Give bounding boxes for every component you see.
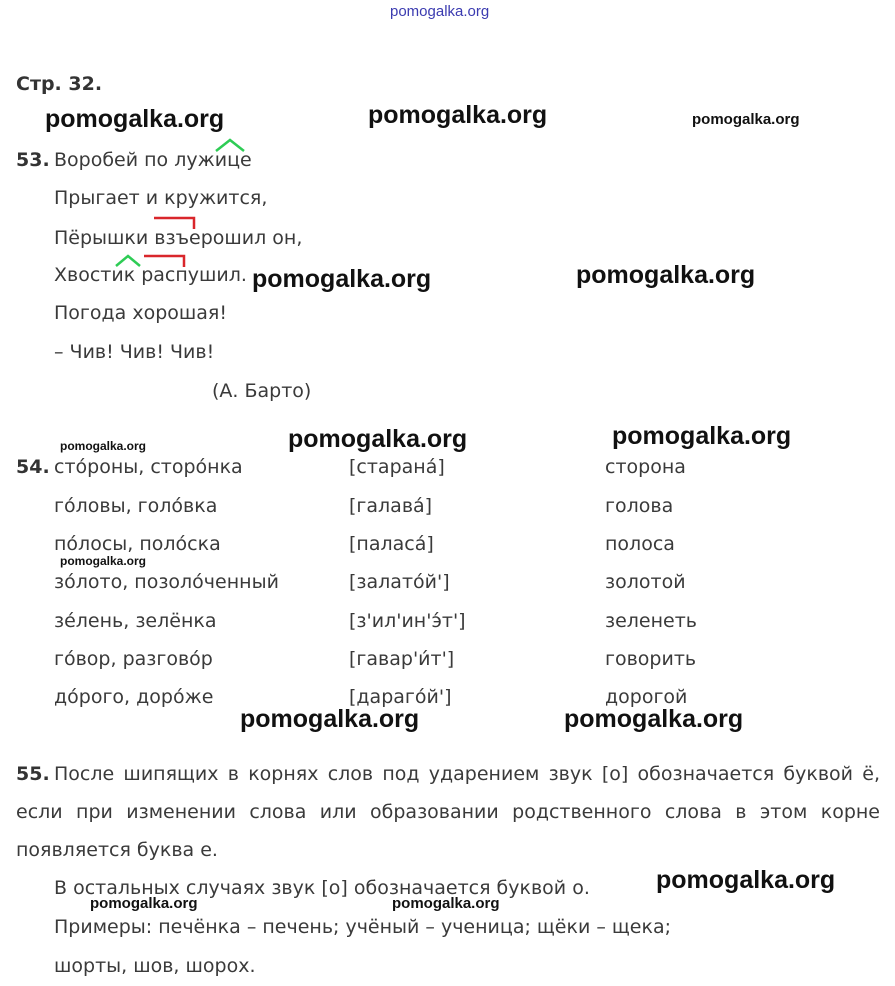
watermark: pomogalka.org	[252, 265, 432, 293]
watermark: pomogalka.org	[240, 705, 420, 733]
watermark: pomogalka.org	[288, 425, 468, 453]
transcription: [старана́]	[349, 456, 445, 478]
top-watermark: pomogalka.org	[390, 3, 490, 20]
check-word: сторона	[605, 456, 686, 478]
watermark: pomogalka.org	[60, 554, 147, 568]
transcription: [з'ил'ин'э́т']	[349, 610, 466, 632]
watermark: pomogalka.org	[60, 439, 147, 453]
watermark: pomogalka.org	[656, 866, 836, 894]
word-pair: го́вор, разгово́р	[54, 648, 213, 670]
poem-line-4: Хвостик распушил.	[54, 264, 247, 286]
transcription: [залато́й']	[349, 571, 450, 593]
poem-line-6: – Чив! Чив! Чив!	[54, 341, 215, 363]
poem-line-5: Погода хорошая!	[54, 302, 227, 324]
transcription: [дараго́й']	[349, 686, 452, 708]
exercise-55-number: 55.	[16, 763, 50, 785]
check-word: золотой	[605, 571, 686, 593]
transcription: [галава́]	[349, 495, 433, 517]
check-word: полоса	[605, 533, 675, 555]
watermark: pomogalka.org	[692, 111, 800, 128]
root-arc-mark-2	[114, 253, 144, 269]
poem-line-2: Прыгает и кружится,	[54, 187, 268, 209]
poem-line-1: Воробей по лужице	[54, 149, 252, 171]
rule-line-1: После шипящих в корнях слов под ударением звук [о] обозначается буквой ё,	[54, 763, 880, 785]
watermark: pomogalka.org	[576, 261, 756, 289]
word-pair: зе́лень, зелёнка	[54, 610, 217, 632]
prefix-mark-2	[142, 253, 188, 269]
watermark: pomogalka.org	[612, 422, 792, 450]
watermark: pomogalka.org	[45, 105, 225, 133]
other-cases-line: В остальных случаях звук [о] обозначается буквой о.	[54, 877, 590, 899]
exercise-53-number: 53.	[16, 149, 50, 171]
check-word: говорить	[605, 648, 697, 670]
check-word: голова	[605, 495, 674, 517]
rule-line-2: если при изменении слова или образовании родственного слова в этом корне	[16, 801, 880, 823]
poem-author: (А. Барто)	[212, 380, 312, 402]
watermark: pomogalka.org	[564, 705, 744, 733]
root-arc-mark	[214, 137, 248, 153]
prefix-mark	[152, 215, 198, 231]
word-pair: го́ловы, голо́вка	[54, 495, 218, 517]
watermark: pomogalka.org	[368, 101, 548, 129]
watermark: pomogalka.org	[90, 895, 198, 912]
examples-line-1: Примеры: печёнка – печень; учёный – ученица; щёки – щека;	[54, 916, 672, 938]
page-label: Стр. 32.	[16, 73, 103, 95]
examples-line-2: шорты, шов, шорох.	[54, 955, 256, 977]
word-pair: сто́роны, сторо́нка	[54, 456, 243, 478]
poem-line-3: Пёрышки взъерошил он,	[54, 227, 303, 249]
check-word: зеленеть	[605, 610, 698, 632]
rule-line-3: появляется буква е.	[16, 839, 218, 861]
word-pair: по́лосы, поло́ска	[54, 533, 221, 555]
transcription: [гавар'и́т']	[349, 648, 455, 670]
word-pair: до́рого, доро́же	[54, 686, 214, 708]
check-word: дорогой	[605, 686, 688, 708]
watermark: pomogalka.org	[392, 895, 500, 912]
exercise-54-number: 54.	[16, 456, 50, 478]
transcription: [паласа́]	[349, 533, 434, 555]
word-pair: зо́лото, позоло́ченный	[54, 571, 279, 593]
